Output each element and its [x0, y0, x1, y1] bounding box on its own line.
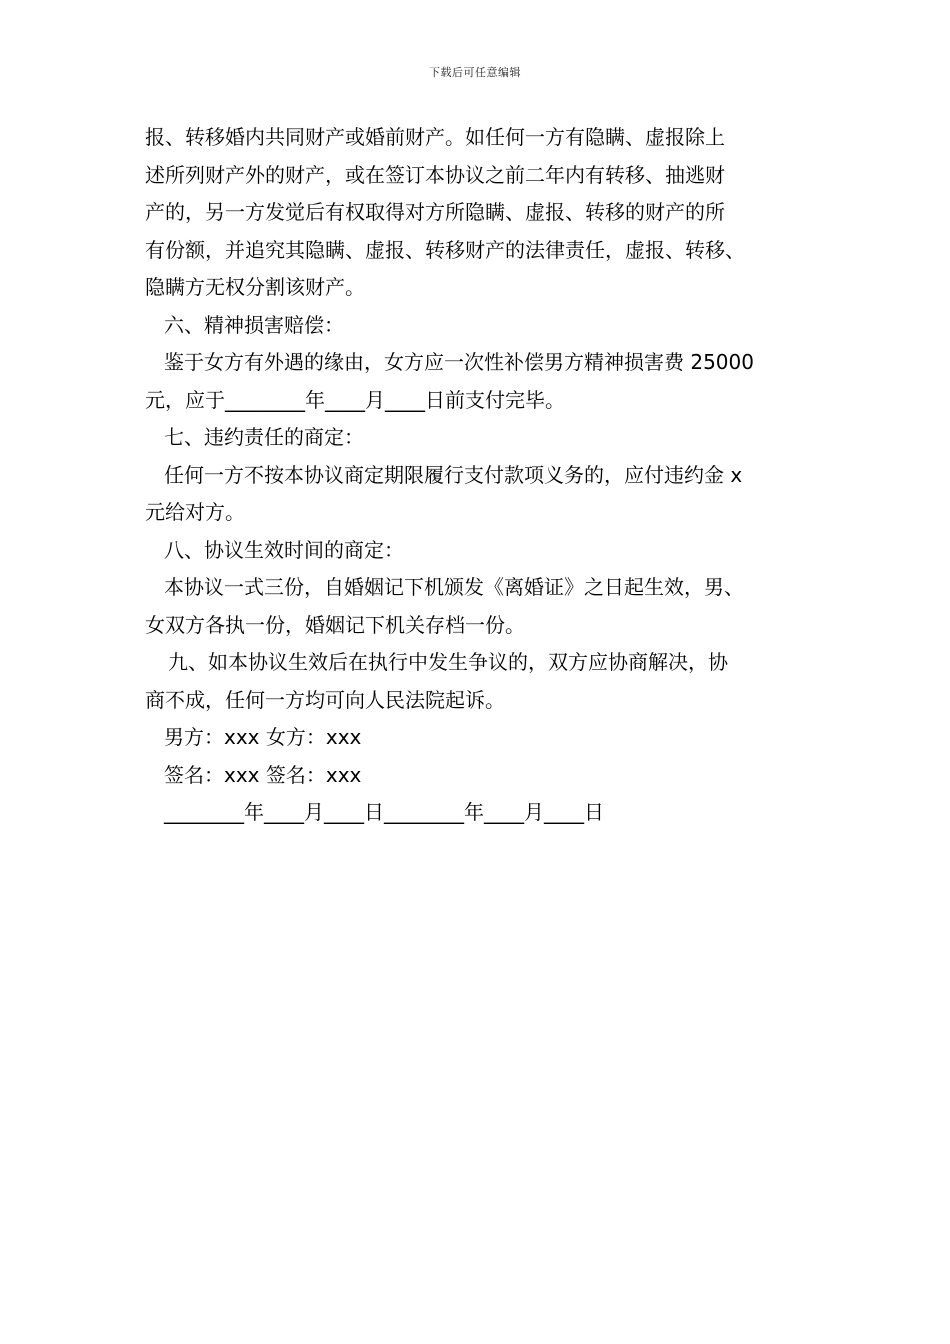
paragraph-line: 鉴于女方有外遇的缘由，女方应一次性补偿男方精神损害费 25000: [164, 350, 754, 374]
section-heading-9: 九、如本协议生效后在执行中发生争议的，双方应协商解决，协: [168, 650, 728, 674]
paragraph-line: 报、转移婚内共同财产或婚前财产。如任何一方有隐瞒、虚报除上: [145, 125, 725, 149]
paragraph-line: 产的，另一方发觉后有权取得对方所隐瞒、虚报、转移的财产的所: [145, 200, 725, 224]
page-header: 下载后可任意编辑: [429, 66, 521, 79]
paragraph-line: 有份额，并追究其隐瞒、虚报、转移财产的法律责任，虚报、转移、: [145, 237, 745, 262]
paragraph-line: 隐瞒方无权分割该财产。: [145, 275, 365, 299]
section-heading-6: 六、精神损害赔偿：: [164, 312, 344, 337]
party-names: 男方：xxx 女方：xxx: [164, 725, 362, 749]
section-heading-7: 七、违约责任的商定：: [164, 425, 364, 449]
document-body: [145, 119, 835, 832]
signature-line: 签名：xxx 签名：xxx: [164, 762, 362, 787]
paragraph-line: 任何一方不按本协议商定期限履行支付款项义务的，应付违约金 x: [164, 462, 743, 487]
paragraph-line: 元给对方。: [145, 500, 245, 524]
date-line: ________年____月____日________年____月____日: [164, 800, 604, 824]
paragraph-line: 述所列财产外的财产，或在签订本协议之前二年内有转移、抽逃财: [145, 162, 725, 187]
paragraph-line: 女双方各执一份，婚姻记下机关存档一份。: [145, 612, 525, 637]
paragraph-line: 元，应于________年____月____日前支付完毕。: [145, 387, 565, 412]
paragraph-line: 本协议一式三份，自婚姻记下机颁发《离婚证》之日起生效，男、: [164, 575, 744, 599]
paragraph-line: 商不成，任何一方均可向人民法院起诉。: [145, 687, 505, 712]
section-heading-8: 八、协议生效时间的商定：: [164, 537, 404, 562]
